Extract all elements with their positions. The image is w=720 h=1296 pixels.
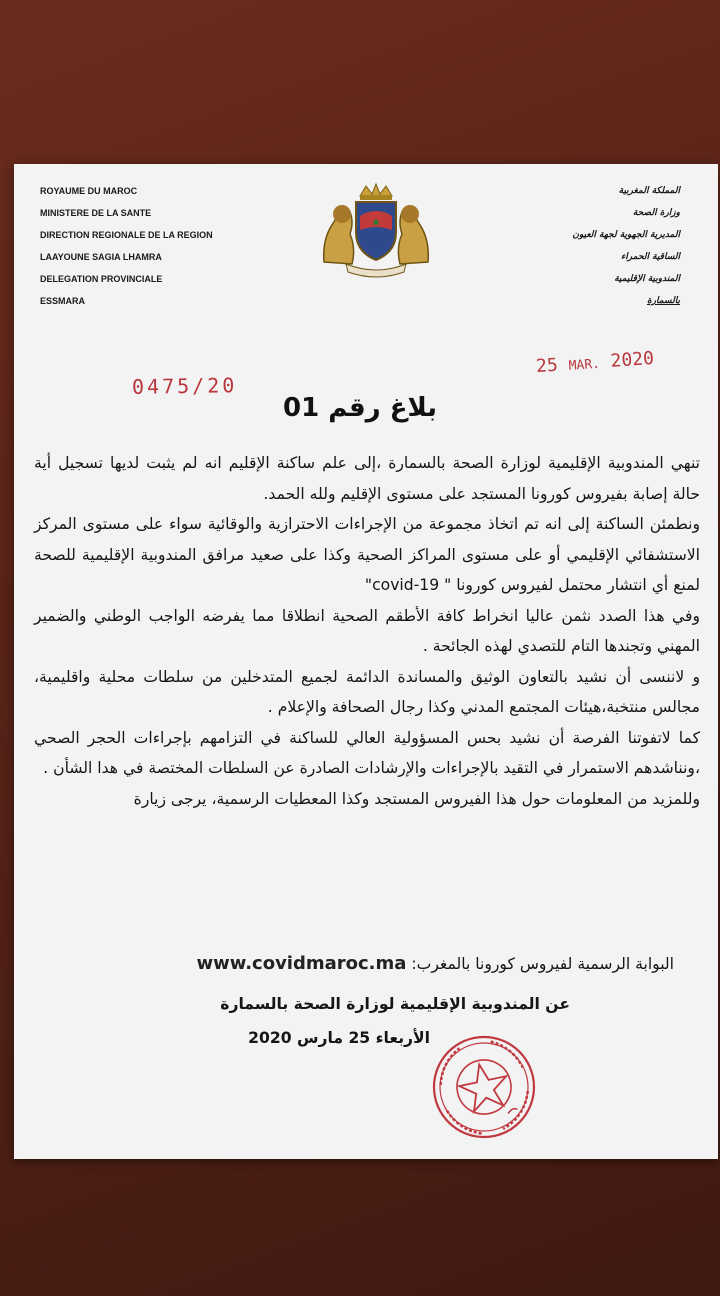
document-title: بلاغ رقم 01 xyxy=(283,393,437,423)
portal-url-link[interactable]: www.covidmaroc.ma xyxy=(196,953,407,974)
body-paragraph: وللمزيد من المعلومات حول هذا الفيروس المستجد وكذا المعطيات الرسمية، يرجى زيارة xyxy=(133,789,700,808)
header-fr-line: ESSMARA xyxy=(40,296,86,306)
header-fr-line: LAAYOUNE SAGIA LHAMRA xyxy=(40,252,162,262)
header-ar-line: وزارة الصحة xyxy=(632,208,680,218)
header-fr-line: DIRECTION REGIONALE DE LA REGION xyxy=(40,230,213,240)
signature-line: عن المندوبية الإقليمية لوزارة الصحة بالسمارة xyxy=(220,995,570,1013)
body-paragraph: ونطمئن الساكنة إلى انه تم اتخاذ مجموعة من الإجراءات الاحترازية والوقائية سواء على مستوى المركز الاستشفائي الإقليمي أو على مستوى المراكز الصحية وكذا على صعيد مرافق المندوبية الإقليمية للصحة لمنع أي انتشار محتمل لفيروس كورونا " covid-19" xyxy=(34,515,700,594)
header-fr-line: MINISTERE DE LA SANTE xyxy=(40,208,152,218)
header-ar-line: بالسمارة xyxy=(646,296,680,306)
body-paragraph: و لاننسى أن نشيد بالتعاون الوثيق والمساندة الدائمة لجميع المتدخلين من سلطات محلية واقليمية، مجالس منتخبة،هيئات المجتمع المدني وكذا رجال الصحافة والإعلام . xyxy=(34,667,700,716)
header-ar-line: المديرية الجهوية لجهة العيون xyxy=(572,230,680,240)
signature-date: الأربعاء 25 مارس 2020 xyxy=(248,1029,430,1047)
header-french xyxy=(40,180,240,312)
document-body xyxy=(34,448,700,814)
header-ar-line: المندوبية الإقليمية xyxy=(614,274,680,284)
portal-line xyxy=(190,953,674,974)
portal-text: البوابة الرسمية لفيروس كورونا بالمغرب: xyxy=(411,955,674,973)
header-arabic xyxy=(480,180,680,312)
date-stamp-day: 25 xyxy=(535,354,559,378)
header-ar-line: الساقية الحمراء xyxy=(621,252,680,262)
official-seal-stamp xyxy=(428,1032,540,1142)
coat-of-arms-emblem xyxy=(316,178,436,278)
reference-number-stamp: 0475/20 xyxy=(131,373,238,399)
body-paragraph: تنهي المندوبية الإقليمية لوزارة الصحة بالسمارة ،إلى علم ساكنة الإقليم انه لم يثبت لديها تسجيل أية حالة إصابة بفيروس كورونا المستجد على مستوى الإقليم ولله الحمد. xyxy=(34,454,700,503)
header-ar-line: المملكة المغربية xyxy=(618,186,680,196)
body-paragraph: كما لاتفوتنا الفرصة أن نشيد بحس المسؤولية العالي للساكنة في التزامهم بإجراءات الحجر الصحي ،ونناشدهم الاستمرار في التقيد بالإجراءات والإرشادات الصادرة عن السلطات المختصة في هدا الشأن . xyxy=(34,728,700,777)
date-stamp-month: MAR. xyxy=(568,356,601,374)
header-fr-line: ROYAUME DU MAROC xyxy=(40,186,138,196)
header-fr-line: DELEGATION PROVINCIALE xyxy=(40,274,163,284)
date-stamp-year: 2020 xyxy=(609,347,655,372)
body-paragraph: وفي هذا الصدد نثمن عاليا انخراط كافة الأطقم الصحية انطلاقا مما يفرضه الواجب الوطني والضمير المهني وتجندها التام للتصدي لهذه الجائحة . xyxy=(34,606,700,655)
